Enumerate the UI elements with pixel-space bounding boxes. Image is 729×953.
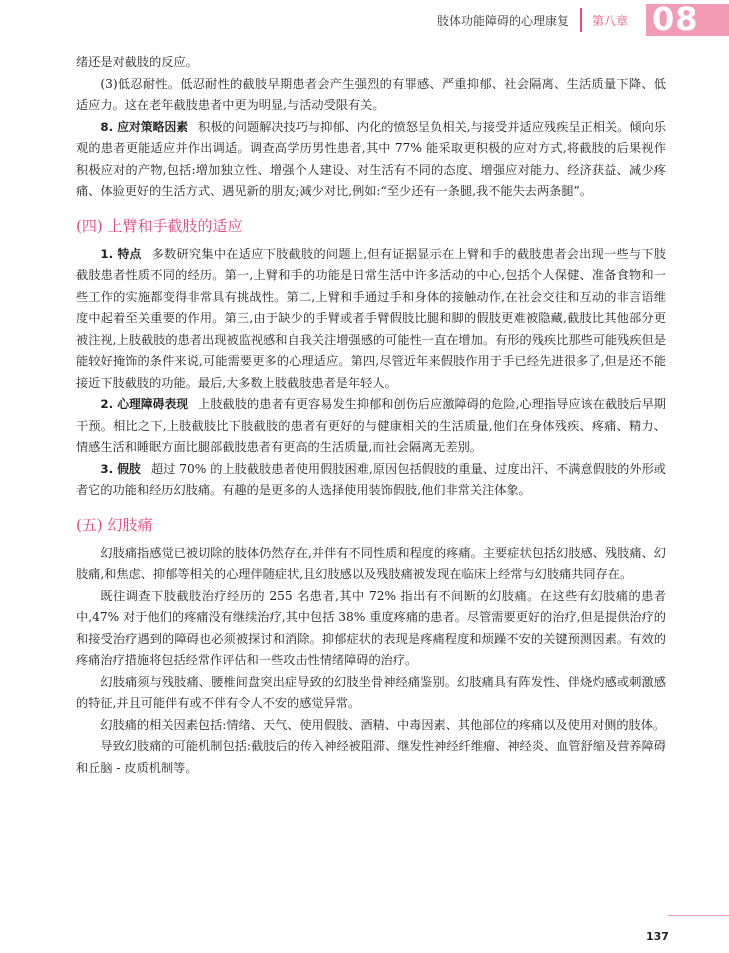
- footer-rule: [668, 915, 729, 916]
- chapter-number: 08: [652, 0, 699, 38]
- page-body: [76, 52, 666, 779]
- paragraph: 幻肢痛指感觉已被切除的肢体仍然存在,并伴有不同性质和程度的疼痛。主要症状包括幻肢感、残肢痛、幻肢痛,和焦虑、抑郁等相关的心理伴随症状,且幻肢感以及残肢痛被发现在临床上经常与幻肢痛共同存在。: [76, 545, 666, 581]
- book-title: 肢体功能障碍的心理康复: [436, 14, 569, 28]
- paragraph: 幻肢痛的相关因素包括:情绪、天气、使用假肢、酒精、中毒因素、其他部位的疼痛以及使用对侧的肢体。: [100, 717, 666, 732]
- page-number: 137: [646, 930, 669, 943]
- item-heading: 8. 应对策略因素: [100, 119, 189, 134]
- paragraph: [76, 459, 666, 502]
- item-body: 上肢截肢的患者有更容易发生抑郁和创伤后应激障碍的危险,心理指导应该在截肢后早期干预。相比之下,上肢截肢比下肢截肢的患者有更好的与健康相关的生活质量,他们在身体残疾、疼痛、精力、情感生活和睡眠方面比腿部截肢患者有更高的生活质量,而社会隔离无差别。: [76, 397, 666, 454]
- paragraph: 幻肢痛须与残肢痛、腰椎间盘突出症导致的幻肢坐骨神经痛鉴别。幻肢痛具有阵发性、伴烧灼感或刺激感的特征,并且可能伴有或不伴有令人不安的感觉异常。: [76, 674, 666, 710]
- paragraph: (3)低忍耐性。低忍耐性的截肢早期患者会产生强烈的有罪感、严重抑郁、社会隔离、生活质量下降、低适应力。这在老年截肢患者中更为明显,与活动受限有关。: [76, 76, 666, 112]
- paragraph: [76, 394, 666, 459]
- item-body: 超过 70% 的上肢截肢患者使用假肢困难,原因包括假肢的重量、过度出汗、不满意假肢的外形或者它的功能和经历幻肢痛。有趣的是更多的人选择使用装饰假肢,他们非常关注体象。: [76, 461, 666, 497]
- item-body: 积极的问题解决技巧与抑郁、内化的愤怒呈负相关,与接受并适应残疾呈正相关。倾向乐观的患者更能适应并作出调适。调查高学历男性患者,其中 77% 能采取更积极的应对方式,将截肢的后果视作积极应对的产物,包括:增加独立性、增强个人建设、对生活有不同的态度、增强应对能力、经济获益、减少疼痛、体验更好的生活方式、遇见新的朋友;减少对比,例如:“至少还有一条腿,我不能失去两条腿”。: [76, 119, 666, 198]
- item-heading: 3. 假肢: [100, 461, 141, 476]
- paragraph: 绪还是对截肢的反应。: [76, 55, 198, 69]
- item-heading: 1. 特点: [100, 246, 142, 261]
- chapter-label: 第八章: [592, 14, 629, 28]
- paragraph: [76, 244, 666, 395]
- header-divider: [580, 8, 582, 32]
- page-header: [0, 0, 729, 40]
- paragraph: [76, 117, 666, 203]
- paragraph: 既往调查下肢截肢治疗经历的 255 名患者,其中 72% 指出有不间断的幻肢痛。在这些有幻肢痛的患者中,47% 对于他们的疼痛没有继续治疗,其中包括 38% 重度疼痛的患者。尽管需要更好的治疗,但是提供治疗的和接受治疗遇到的障碍也必须被探讨和消除。抑郁症状的表现是疼痛程度和烦躁不安的关键预测因素。有效的疼痛治疗措施将包括经常作评估和一些攻击性情绪障碍的治疗。: [76, 588, 666, 667]
- section-heading: (五) 幻肢痛: [76, 515, 153, 534]
- paragraph: 导致幻肢痛的可能机制包括:截肢后的传入神经被阻滞、继发性神经纤维瘤、神经炎、血管舒缩及营养障碍和丘脑 - 皮质机制等。: [76, 739, 666, 775]
- item-body: 多数研究集中在适应下肢截肢的问题上,但有证据显示在上臂和手的截肢患者会出现一些与下肢截肢患者性质不同的经历。第一,上臂和手的功能是日常生活中许多活动的中心,包括个人保健、准备食物和一些工作的实施都变得非常具有挑战性。第二,上臂和手通过手和身体的接触动作,在社会交往和互动的非言语维度中起着至关重要的作用。第三,由于缺少的手臂或者手臂假肢比腿和脚的假肢更难被隐藏,截肢比其他部分更被注视,上肢截肢的患者出现被监视感和自我关注增强感的可能性一直在增加。有形的残疾比那些可能残疾但是能较好掩饰的条件来说,可能需要更多的心理适应。第四,尽管近年来假肢作用于手已经先进很多了,但是还不能接近下肢截肢的功能。最后,大多数上肢截肢患者是年轻人。: [76, 246, 666, 390]
- section-heading: (四) 上臂和手截肢的适应: [76, 216, 243, 235]
- item-heading: 2. 心理障碍表现: [100, 397, 189, 411]
